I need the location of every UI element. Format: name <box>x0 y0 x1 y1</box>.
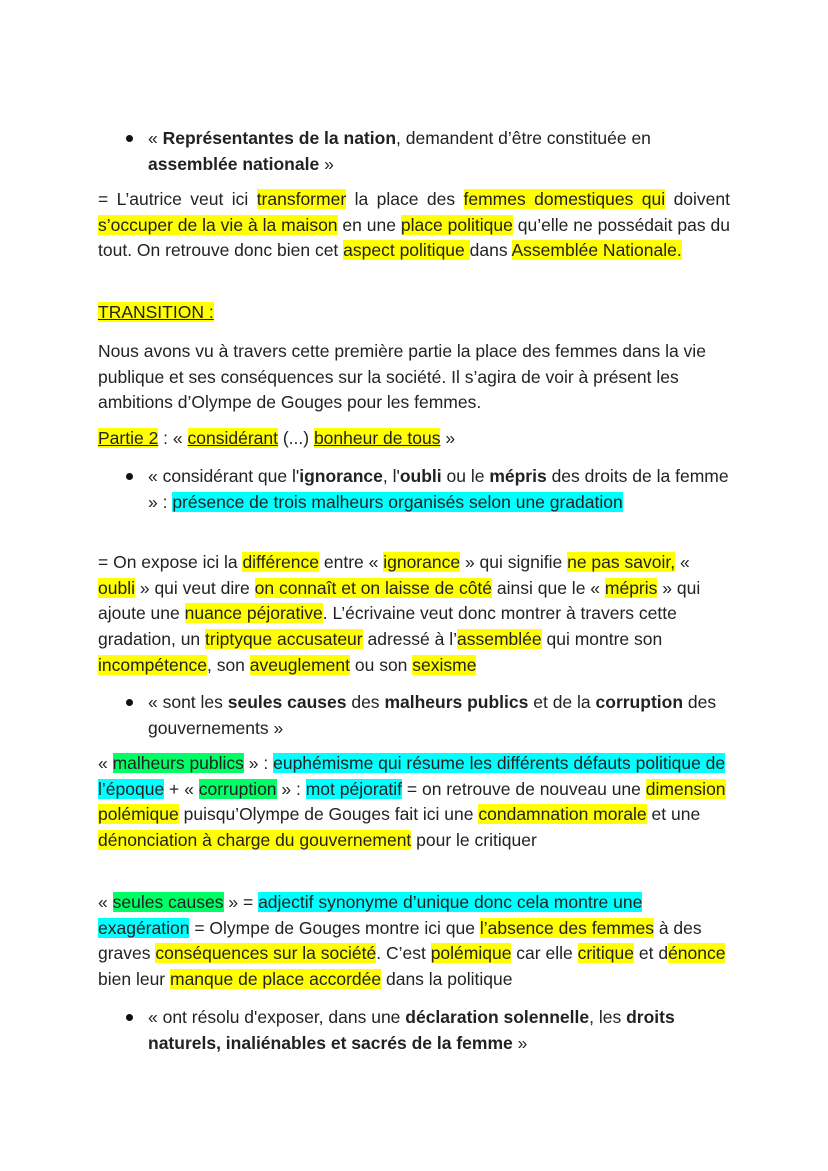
analysis-paragraph-3: « malheurs publics » : euphémisme qui résume les différents défauts politique de l’époque + « corruption » : mot péjoratif = on retrouve de nouveau une dimension polémique puisqu’Olympe de Gouges fait ici une condamnation morale et une dénonciation à charge du gouvernement pour le critiquer <box>98 753 726 851</box>
bullet-quote-declaration: « ont résolu d'exposer, dans une déclaration solennelle, les droits naturels, inaliénables et sacrés de la femme » <box>148 1007 675 1053</box>
bullet-icon <box>126 699 133 706</box>
transition-paragraph: Nous avons vu à travers cette première partie la place des femmes dans la vie publique et ses conséquences sur la société. Il s’agira de voir à présent les ambitions d’Olympe de Gouges pour les femmes. <box>98 341 706 413</box>
analysis-paragraph-1: = L’autrice veut ici transformer la place des femmes domestiques qui doivent s’occuper de la vie à la maison en une place politique qu’elle ne possédait pas du tout. On retrouve donc bien cet aspect politique dans Assemblée Nationale. <box>98 189 731 261</box>
bullet-quote-ignorance: « considérant que l'ignorance, l'oubli ou le mépris des droits de la femme » : présence de trois malheurs organisés selon une gradation <box>148 466 729 512</box>
bullet-icon <box>126 135 133 142</box>
bullet-icon <box>126 473 133 480</box>
bullet-quote-seules-causes: « sont les seules causes des malheurs publics et de la corruption des gouvernements » <box>148 692 717 738</box>
bullet-quote-representantes: « Représentantes de la nation, demandent d’être constituée en assemblée nationale » <box>148 128 651 174</box>
transition-heading: TRANSITION : <box>98 302 214 322</box>
analysis-paragraph-4: « seules causes » = adjectif synonyme d’unique donc cela montre une exagération = Olympe de Gouges montre ici que l’absence des femmes à des graves conséquences sur la société. C’est polémique car elle critique et dénonce bien leur manque de place accordée dans la politique <box>98 892 726 990</box>
bullet-icon <box>126 1014 133 1021</box>
partie-2-heading: Partie 2 : « considérant (...) bonheur de tous » <box>98 428 456 448</box>
analysis-paragraph-2: = On expose ici la différence entre « ignorance » qui signifie ne pas savoir, « oubli » qui veut dire on connaît et on laisse de côté ainsi que le « mépris » qui ajoute une nuance péjorative. L’écrivaine veut donc montrer à travers cette gradation, un triptyque accusateur adressé à l’assemblée qui montre son incompétence, son aveuglement ou son sexisme <box>98 552 701 675</box>
